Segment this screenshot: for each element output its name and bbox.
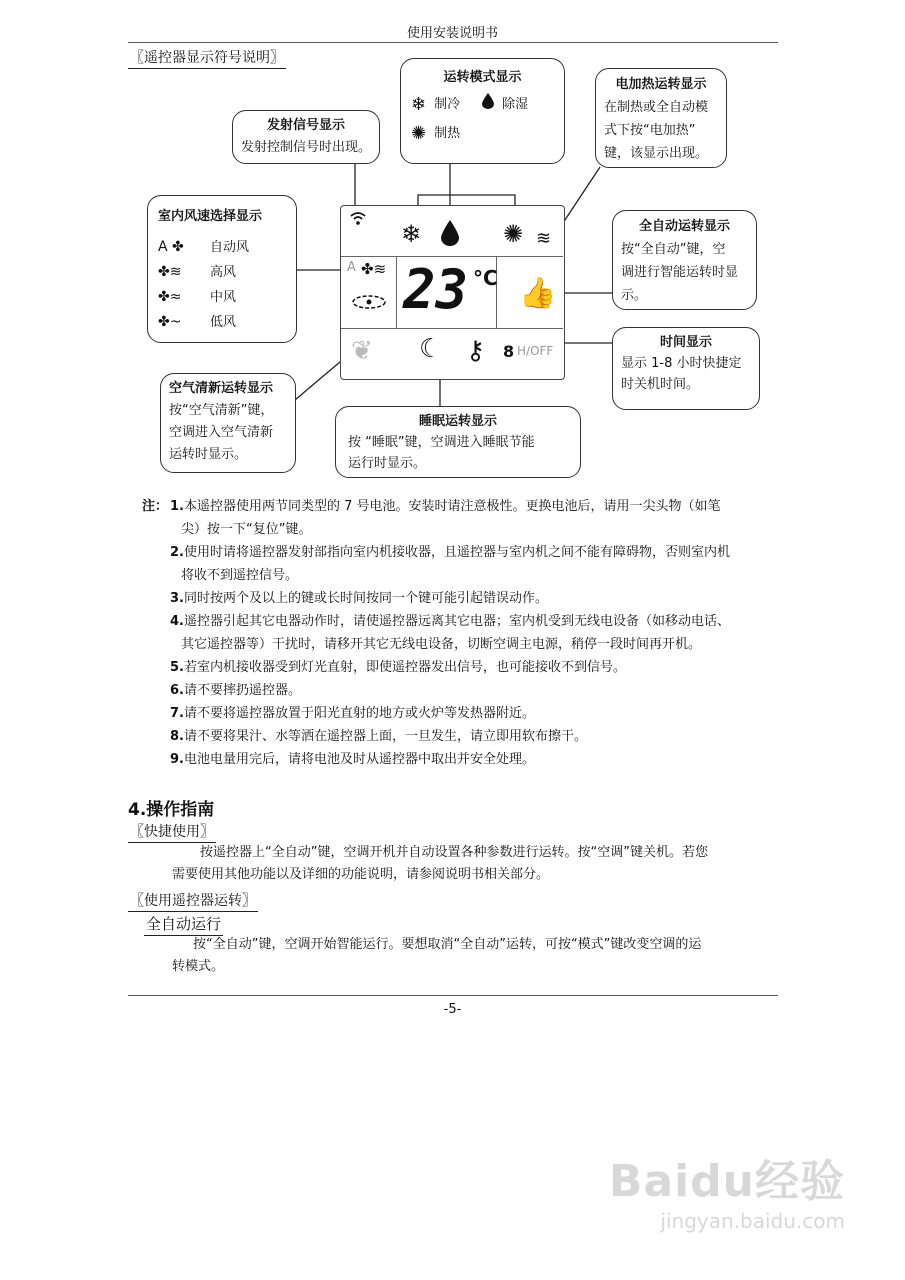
auto-run-subtitle: 全自动运行 — [144, 913, 223, 936]
callout-timer — [612, 327, 760, 410]
lcd-display — [340, 205, 565, 380]
callout-electric-heat-line: 式下按“电加热” — [604, 123, 696, 138]
note-text: 使用时请将遥控器发射部指向室内机接收器，且遥控器与室内机之间不能有障碍物，否则室内机 — [183, 545, 730, 560]
callout-sleep — [335, 406, 581, 478]
note-number: 4. — [170, 614, 184, 629]
fan-low-label: 低风 — [210, 315, 237, 330]
lcd-temperature-unit: °C — [473, 266, 498, 290]
fan-high-icon: ✤≋ — [158, 264, 182, 280]
sleep-moon-icon: ☾ — [419, 334, 443, 364]
note-item-line — [170, 657, 626, 679]
fan-high-label: 高风 — [210, 265, 237, 280]
callout-timer-line: 显示 1-8 小时快捷定 — [621, 356, 742, 371]
callout-timer-title: 时间显示 — [659, 335, 712, 350]
callout-mode — [400, 58, 565, 164]
note-item-line: 将收不到遥控信号。 — [181, 568, 299, 583]
air-fresh-leaf-icon: ❦ — [351, 336, 373, 366]
note-item-line — [170, 703, 535, 725]
callout-electric-heat-line: 键，该显示出现。 — [604, 146, 709, 161]
page-header: 使用安装说明书 — [406, 26, 498, 41]
callout-fan-title: 室内风速选择显示 — [158, 209, 263, 224]
callout-auto-run-line: 调进行智能运转时显 — [621, 265, 739, 280]
auto-run-thumb-icon: 👍 — [519, 276, 557, 311]
note-item-line — [170, 680, 301, 702]
note-item-line — [170, 496, 721, 518]
callout-signal-title: 发射信号显示 — [266, 118, 345, 133]
lcd-timer-text: H/OFF — [517, 344, 554, 358]
note-number: 5. — [170, 660, 184, 675]
note-item-line — [170, 611, 730, 633]
note-text: 请不要摔扔遥控器。 — [183, 683, 301, 698]
lcd-fan-icon: ✤≋ — [361, 260, 387, 278]
callout-fresh-line: 运转时显示。 — [169, 447, 248, 462]
mode-heat-label: 制热 — [434, 126, 461, 141]
note-text: 请不要将遥控器放置于阳光直射的地方或火炉等发热器附近。 — [183, 706, 535, 721]
quick-use-text-line: 需要使用其他功能以及详细的功能说明，请参阅说明书相关部分。 — [172, 867, 550, 882]
note-item-line: 其它遥控器等）干扰时，请移开其它无线电设备，切断空调主电源，稍停一段时间再开机。 — [181, 637, 702, 652]
key-lock-icon: ⚷ — [466, 336, 486, 366]
note-text: 电池电量用完后，请将电池及时从遥控器中取出并安全处理。 — [183, 752, 535, 767]
note-number: 6. — [170, 683, 184, 698]
mode-cool-label: 制冷 — [434, 97, 461, 112]
watermark-url: jingyan.baidu.com — [660, 1209, 845, 1233]
callout-fresh-line: 空调进入空气清新 — [169, 425, 274, 440]
note-text: 遥控器引起其它电器动作时，请使遥控器远离其它电器；室内机受到无线电设备（如移动电话、 — [183, 614, 730, 629]
water-drop-icon — [482, 93, 494, 117]
wifi-signal-icon — [349, 210, 367, 230]
callout-electric-heat-line: 在制热或全自动模 — [604, 100, 709, 115]
fan-mid-label: 中风 — [210, 290, 237, 305]
fan-auto-label: 自动风 — [210, 240, 250, 255]
sun-icon: ✺ — [411, 123, 427, 144]
mode-dry-label: 除湿 — [502, 97, 529, 112]
auto-run-text-line: 按“全自动”键，空调开始智能运行。要想取消“全自动”运转，可按“模式”键改变空调的运 — [193, 937, 702, 952]
note-item-line: 尖）按一下“复位”键。 — [181, 522, 312, 537]
section-display-label: 〖遥控器显示符号说明〗 — [128, 47, 286, 69]
note-item-line — [170, 749, 535, 771]
note-text: 请不要将果汁、水等洒在遥控器上面，一旦发生，请立即用软布擦干。 — [183, 729, 587, 744]
fan-auto-icon: A ✤ — [158, 239, 184, 255]
quick-use-label: 〖快捷使用〗 — [128, 821, 216, 843]
callout-sleep-title: 睡眠运转显示 — [418, 414, 497, 429]
callout-auto-run-title: 全自动运转显示 — [638, 219, 730, 234]
note-number: 9. — [170, 752, 184, 767]
note-item-line — [170, 588, 548, 610]
lcd-temperature: 23 — [403, 258, 469, 321]
note-item-line — [170, 726, 587, 748]
remote-operation-label: 〖使用遥控器运转〗 — [128, 890, 258, 912]
fan-mid-icon: ✤≈ — [158, 289, 182, 305]
callout-fresh-line: 按“空气清新”键， — [169, 403, 274, 418]
note-number: 2. — [170, 545, 184, 560]
callout-signal-body: 发射控制信号时出现。 — [241, 140, 372, 155]
footer-rule — [128, 995, 778, 996]
callout-mode-title: 运转模式显示 — [443, 70, 522, 85]
notes-prefix: 注： — [142, 499, 169, 514]
lcd-swing-icon — [351, 294, 387, 314]
note-number: 8. — [170, 729, 184, 744]
guide-heading: 4.操作指南 — [128, 800, 215, 820]
baidu-watermark — [609, 1145, 845, 1233]
note-text: 本遥控器使用两节同类型的 7 号电池。安装时请注意极性。更换电池后，请用一尖头物（如笔 — [183, 499, 721, 514]
note-text: 同时按两个及以上的键或长时间按同一个键可能引起错误动作。 — [183, 591, 548, 606]
callout-signal — [232, 110, 380, 164]
note-text: 若室内机接收器受到灯光直射，即使遥控器发出信号，也可能接收不到信号。 — [183, 660, 626, 675]
note-number: 1. — [170, 499, 184, 514]
lcd-snowflake-icon: ❄ — [401, 220, 422, 248]
page-number: -5- — [443, 1002, 462, 1017]
lcd-sun-icon: ✺ — [503, 220, 524, 248]
note-item-line — [170, 542, 730, 564]
lcd-electric-heat-icon: ≋ — [536, 228, 552, 249]
callout-timer-line: 时关机时间。 — [621, 377, 700, 392]
callout-sleep-line: 运行时显示。 — [348, 456, 427, 471]
snowflake-icon: ❄ — [411, 94, 427, 115]
auto-run-text-line: 转模式。 — [172, 959, 225, 974]
callout-fresh — [160, 373, 296, 473]
callout-sleep-line: 按 “睡眠”键，空调进入睡眠节能 — [348, 435, 535, 450]
callout-auto-run-line: 示。 — [621, 288, 648, 303]
callout-fresh-title: 空气清新运转显示 — [169, 381, 274, 396]
note-number: 3. — [170, 591, 184, 606]
lcd-drop-icon — [441, 220, 459, 250]
quick-use-text-line: 按遥控器上“全自动”键，空调开机并自动设置各种参数进行运转。按“空调”键关机。若您 — [200, 845, 708, 860]
lcd-timer-digit: 8 — [503, 342, 515, 361]
callout-electric-heat-title: 电加热运转显示 — [615, 77, 707, 92]
callout-fan — [147, 195, 297, 343]
fan-low-icon: ✤~ — [158, 314, 182, 330]
callout-auto-run — [612, 210, 757, 310]
callout-auto-run-line: 按“全自动”键，空 — [621, 242, 726, 257]
lcd-fan-letter: A — [347, 260, 356, 275]
note-number: 7. — [170, 706, 184, 721]
watermark-brand: Baidu经验 — [608, 1156, 845, 1207]
callout-electric-heat — [595, 68, 727, 168]
